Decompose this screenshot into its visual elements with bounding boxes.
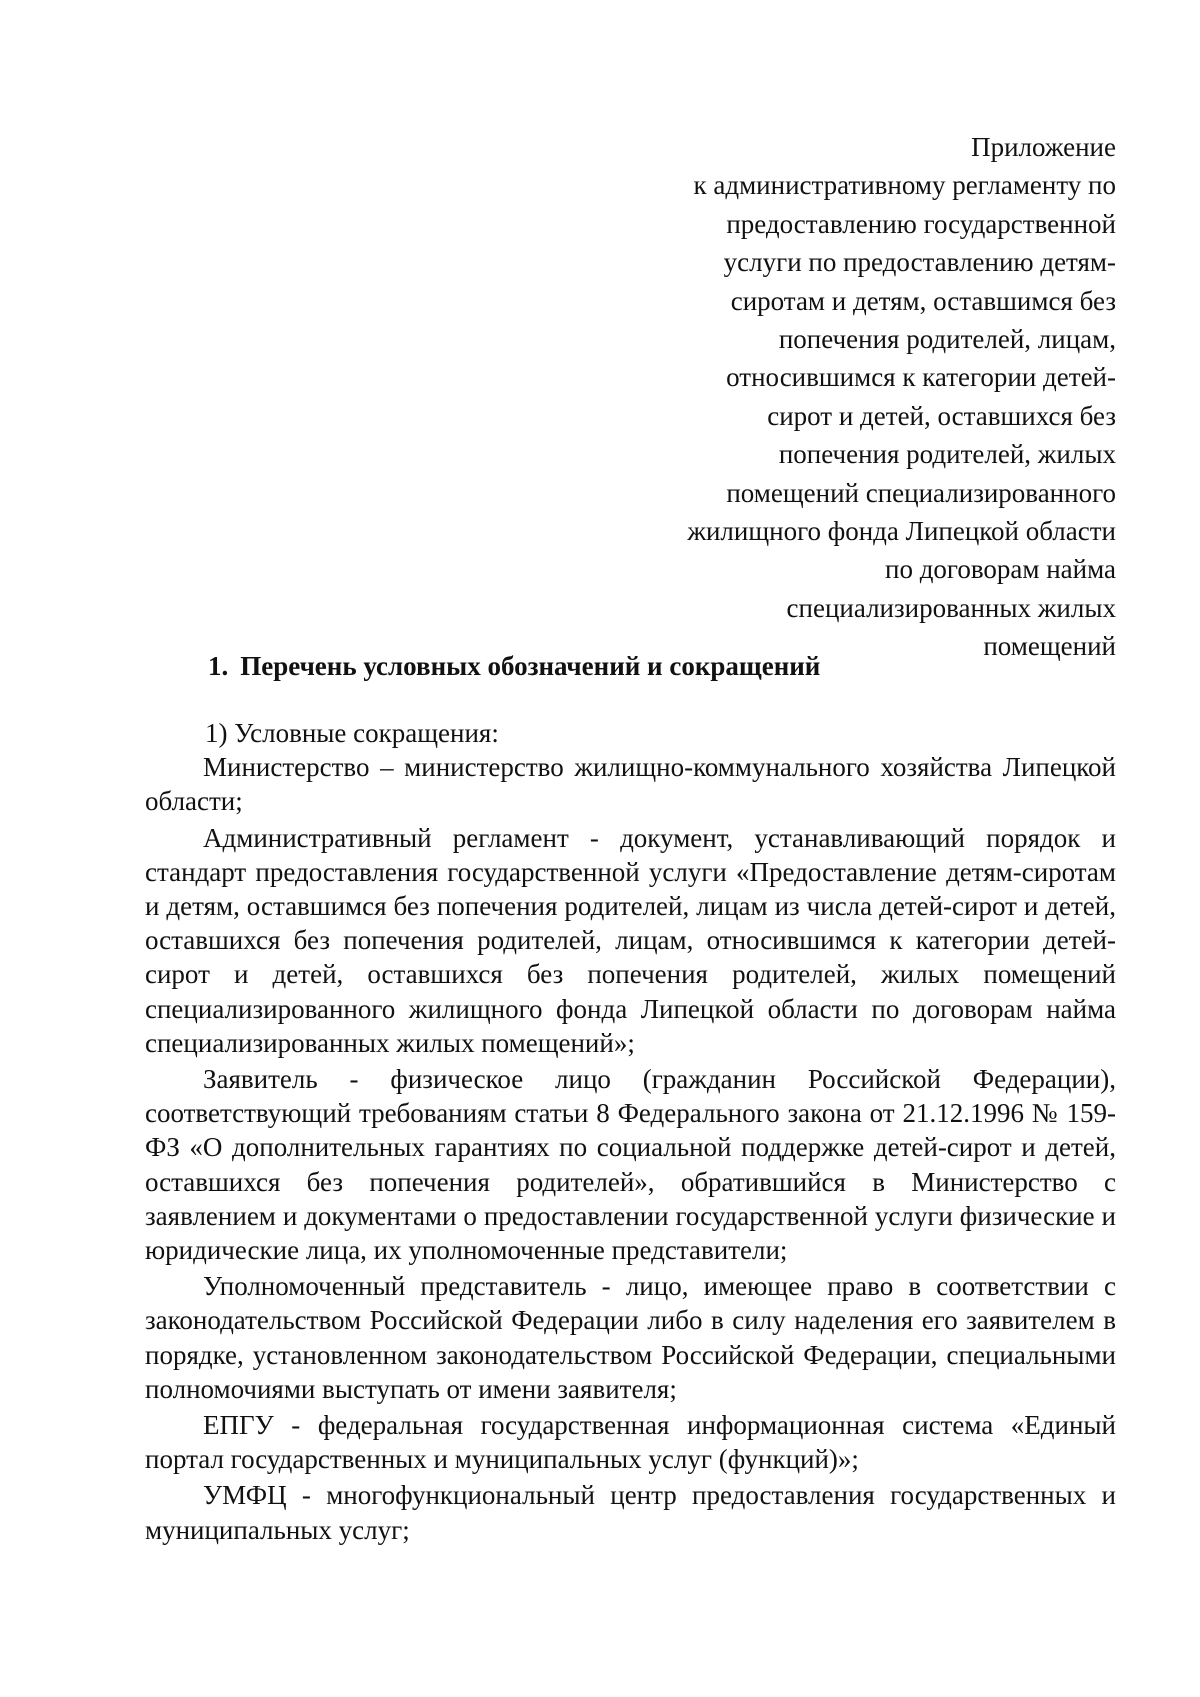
- appendix-line: услуги по предоставлению детям-: [723, 247, 1116, 278]
- appendix-header: [640, 128, 1116, 666]
- appendix-line: к административному регламенту по: [693, 170, 1116, 201]
- section-number: 1.: [208, 651, 229, 681]
- section-title: Перечень условных обозначений и сокращений: [240, 651, 821, 681]
- document-body: [145, 716, 1116, 1549]
- definition-paragraph: Министерство – министерство жилищно-коммунального хозяйства Липецкой области;: [145, 752, 1116, 817]
- appendix-line: попечения родителей, лицам,: [778, 324, 1116, 355]
- section-heading: [208, 647, 820, 685]
- definition-paragraph: УМФЦ - многофункциональный центр предоставления государственных и муниципальных услуг;: [145, 1480, 1116, 1545]
- appendix-line: сиротам и детям, оставшимся без: [730, 285, 1116, 316]
- abbreviations-subheading: 1) Условные сокращения:: [205, 718, 499, 748]
- appendix-line: помещений: [983, 631, 1116, 662]
- definition-paragraph: Заявитель - физическое лицо (гражданин Российской Федерации), соответствующий требованиям статьи 8 Федерального закона от 21.12.1996 № 159-ФЗ «О дополнительных гарантиях по социальной поддержке детей-сирот и детей, оставшихся без попечения родителей», обратившийся в Министерство с заявлением и документами о предоставлении государственной услуги физические и юридические лица, их уполномоченные представители;: [145, 1064, 1116, 1266]
- appendix-line: специализированных жилых: [786, 592, 1116, 623]
- definition-paragraph: ЕПГУ - федеральная государственная информационная система «Единый портал государственных и муниципальных услуг (функций)»;: [145, 1410, 1116, 1475]
- appendix-line: попечения родителей, жилых: [778, 439, 1116, 470]
- definition-paragraph: Административный регламент - документ, устанавливающий порядок и стандарт предоставления государственной услуги «Предоставление детям-сиротам и детям, оставшимся без попечения родителей, лицам из числа детей-сирот и детей, оставшихся без попечения родителей, лицам, относившимся к категории детей-сирот и детей, оставшихся без попечения родителей, жилых помещений специализированного жилищного фонда Липецкой области по договорам найма специализированных жилых помещений»;: [145, 822, 1116, 1058]
- appendix-line: сирот и детей, оставшихся без: [767, 400, 1116, 431]
- appendix-line: жилищного фонда Липецкой области: [687, 516, 1116, 547]
- appendix-line: Приложение: [971, 132, 1116, 162]
- definition-paragraph: Уполномоченный представитель - лицо, имеющее право в соответствии с законодательством Российской Федерации либо в силу наделения его заявителем в порядке, установленном законодательством Российской Федерации, специальными полномочиями выступать от имени заявителя;: [145, 1271, 1116, 1404]
- appendix-line: относившимся к категории детей-: [726, 362, 1116, 393]
- appendix-line: предоставлению государственной: [726, 208, 1116, 239]
- appendix-line: по договорам найма: [885, 554, 1116, 585]
- appendix-line: помещений специализированного: [726, 477, 1116, 508]
